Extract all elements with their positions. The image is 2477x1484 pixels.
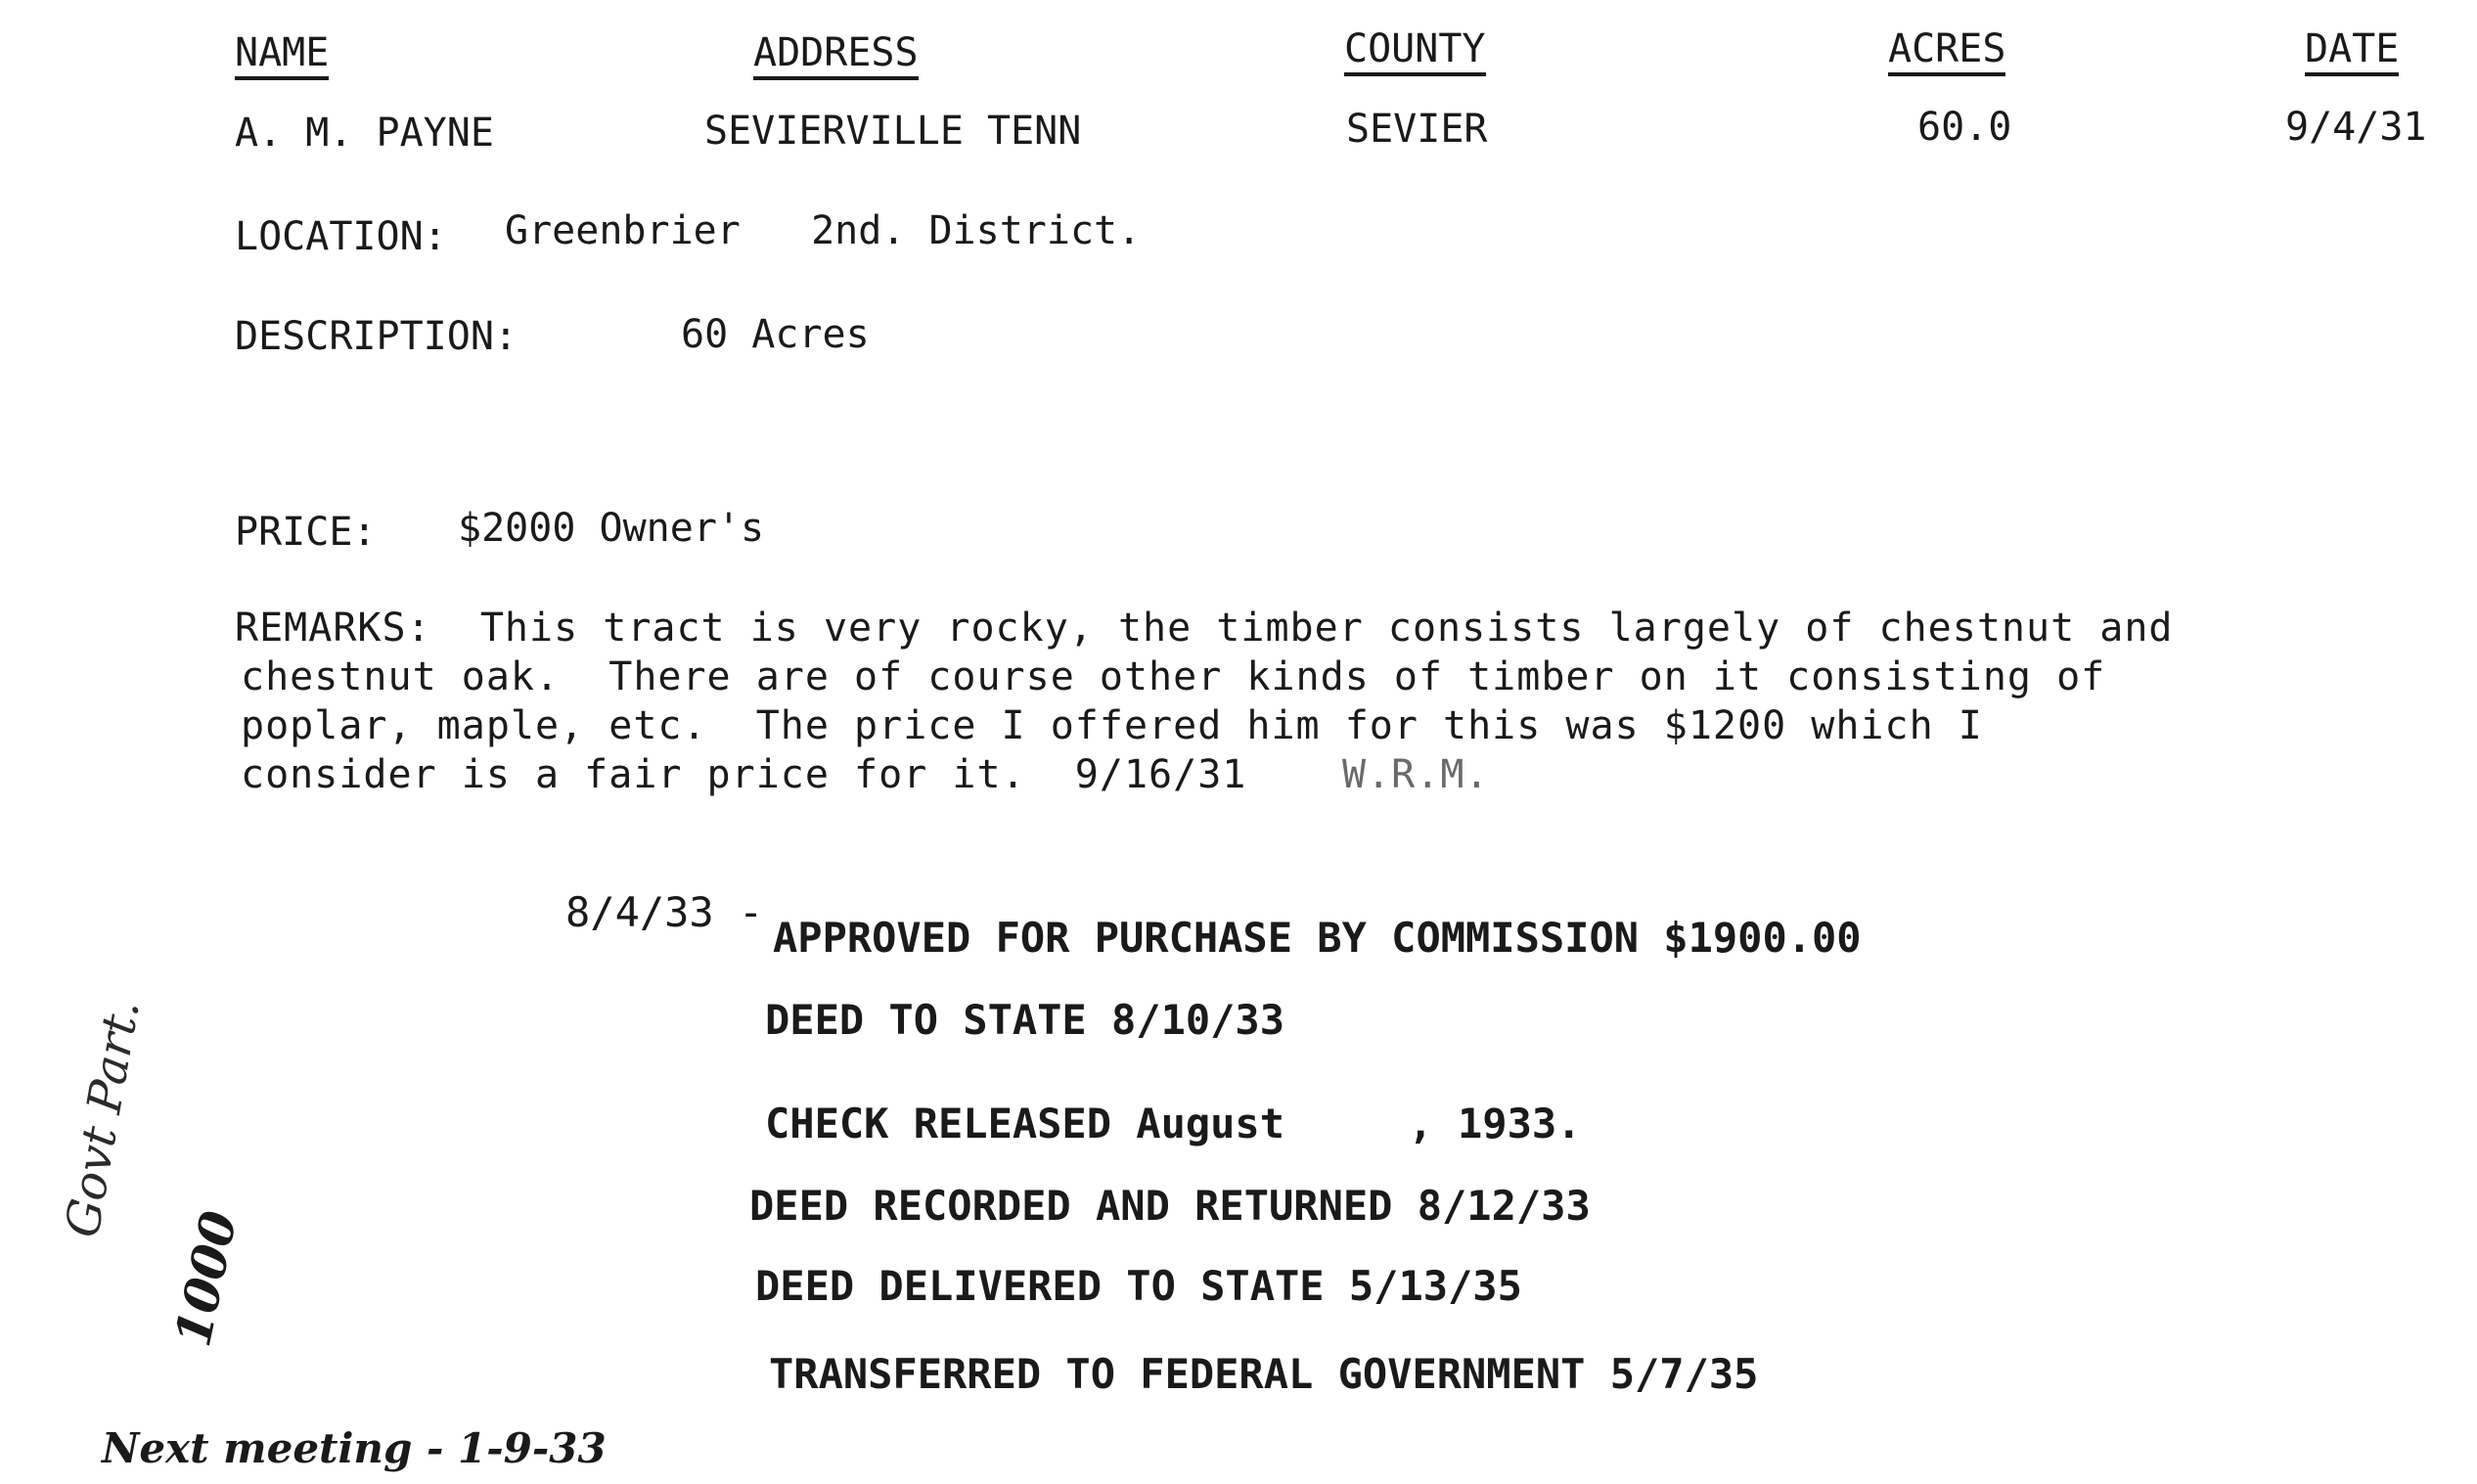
remarks-initials: W.R.M. [1342, 752, 1490, 797]
step-deed-to-state: DEED TO STATE 8/10/33 [765, 996, 1285, 1044]
remarks-line: consider is a fair price for it. 9/16/31 [241, 752, 1247, 797]
approval-text: APPROVED FOR PURCHASE BY COMMISSION $1900.00 [773, 914, 1862, 962]
header-name: NAME [235, 33, 329, 80]
handwritten-margin-note: Govt Part. [55, 995, 151, 1242]
record-address: SEVIERVILLE TENN [704, 109, 1082, 154]
header-county: COUNTY [1344, 29, 1486, 76]
record-county: SEVIER [1346, 107, 1488, 152]
approval-date: 8/4/33 - [565, 888, 764, 936]
location-value: Greenbrier 2nd. District. [505, 208, 1142, 253]
record-acres: 60.0 [1917, 105, 2012, 150]
remarks-line: chestnut oak. There are of course other kinds of timber on it consisting of [241, 654, 2106, 699]
remarks-line: poplar, maple, etc. The price I offered him for this was $1200 which I [241, 703, 1983, 748]
location-label: LOCATION: [235, 214, 447, 259]
record-date: 9/4/31 [2285, 105, 2427, 150]
price-label: PRICE: [235, 510, 377, 555]
header-acres: ACRES [1888, 29, 2005, 76]
remarks-line: REMARKS: This tract is very rocky, the timber consists largely of chestnut and [235, 606, 2174, 651]
price-value: $2000 Owner's [458, 506, 765, 551]
step-deed-recorded: DEED RECORDED AND RETURNED 8/12/33 [749, 1182, 1591, 1230]
handwritten-bottom-note: Next meeting - 1-9-33 [102, 1424, 607, 1472]
description-label: DESCRIPTION: [235, 314, 518, 359]
header-address: ADDRESS [753, 33, 919, 80]
description-value: 60 Acres [681, 312, 870, 357]
header-date: DATE [2305, 29, 2399, 76]
step-check-released: CHECK RELEASED August , 1933. [765, 1100, 1582, 1147]
handwritten-margin-amount: 1000 [163, 1205, 248, 1352]
record-name: A. M. PAYNE [235, 111, 494, 156]
step-deed-delivered: DEED DELIVERED TO STATE 5/13/35 [755, 1262, 1522, 1310]
step-transferred: TRANSFERRED TO FEDERAL GOVERNMENT 5/7/35 [769, 1350, 1759, 1398]
